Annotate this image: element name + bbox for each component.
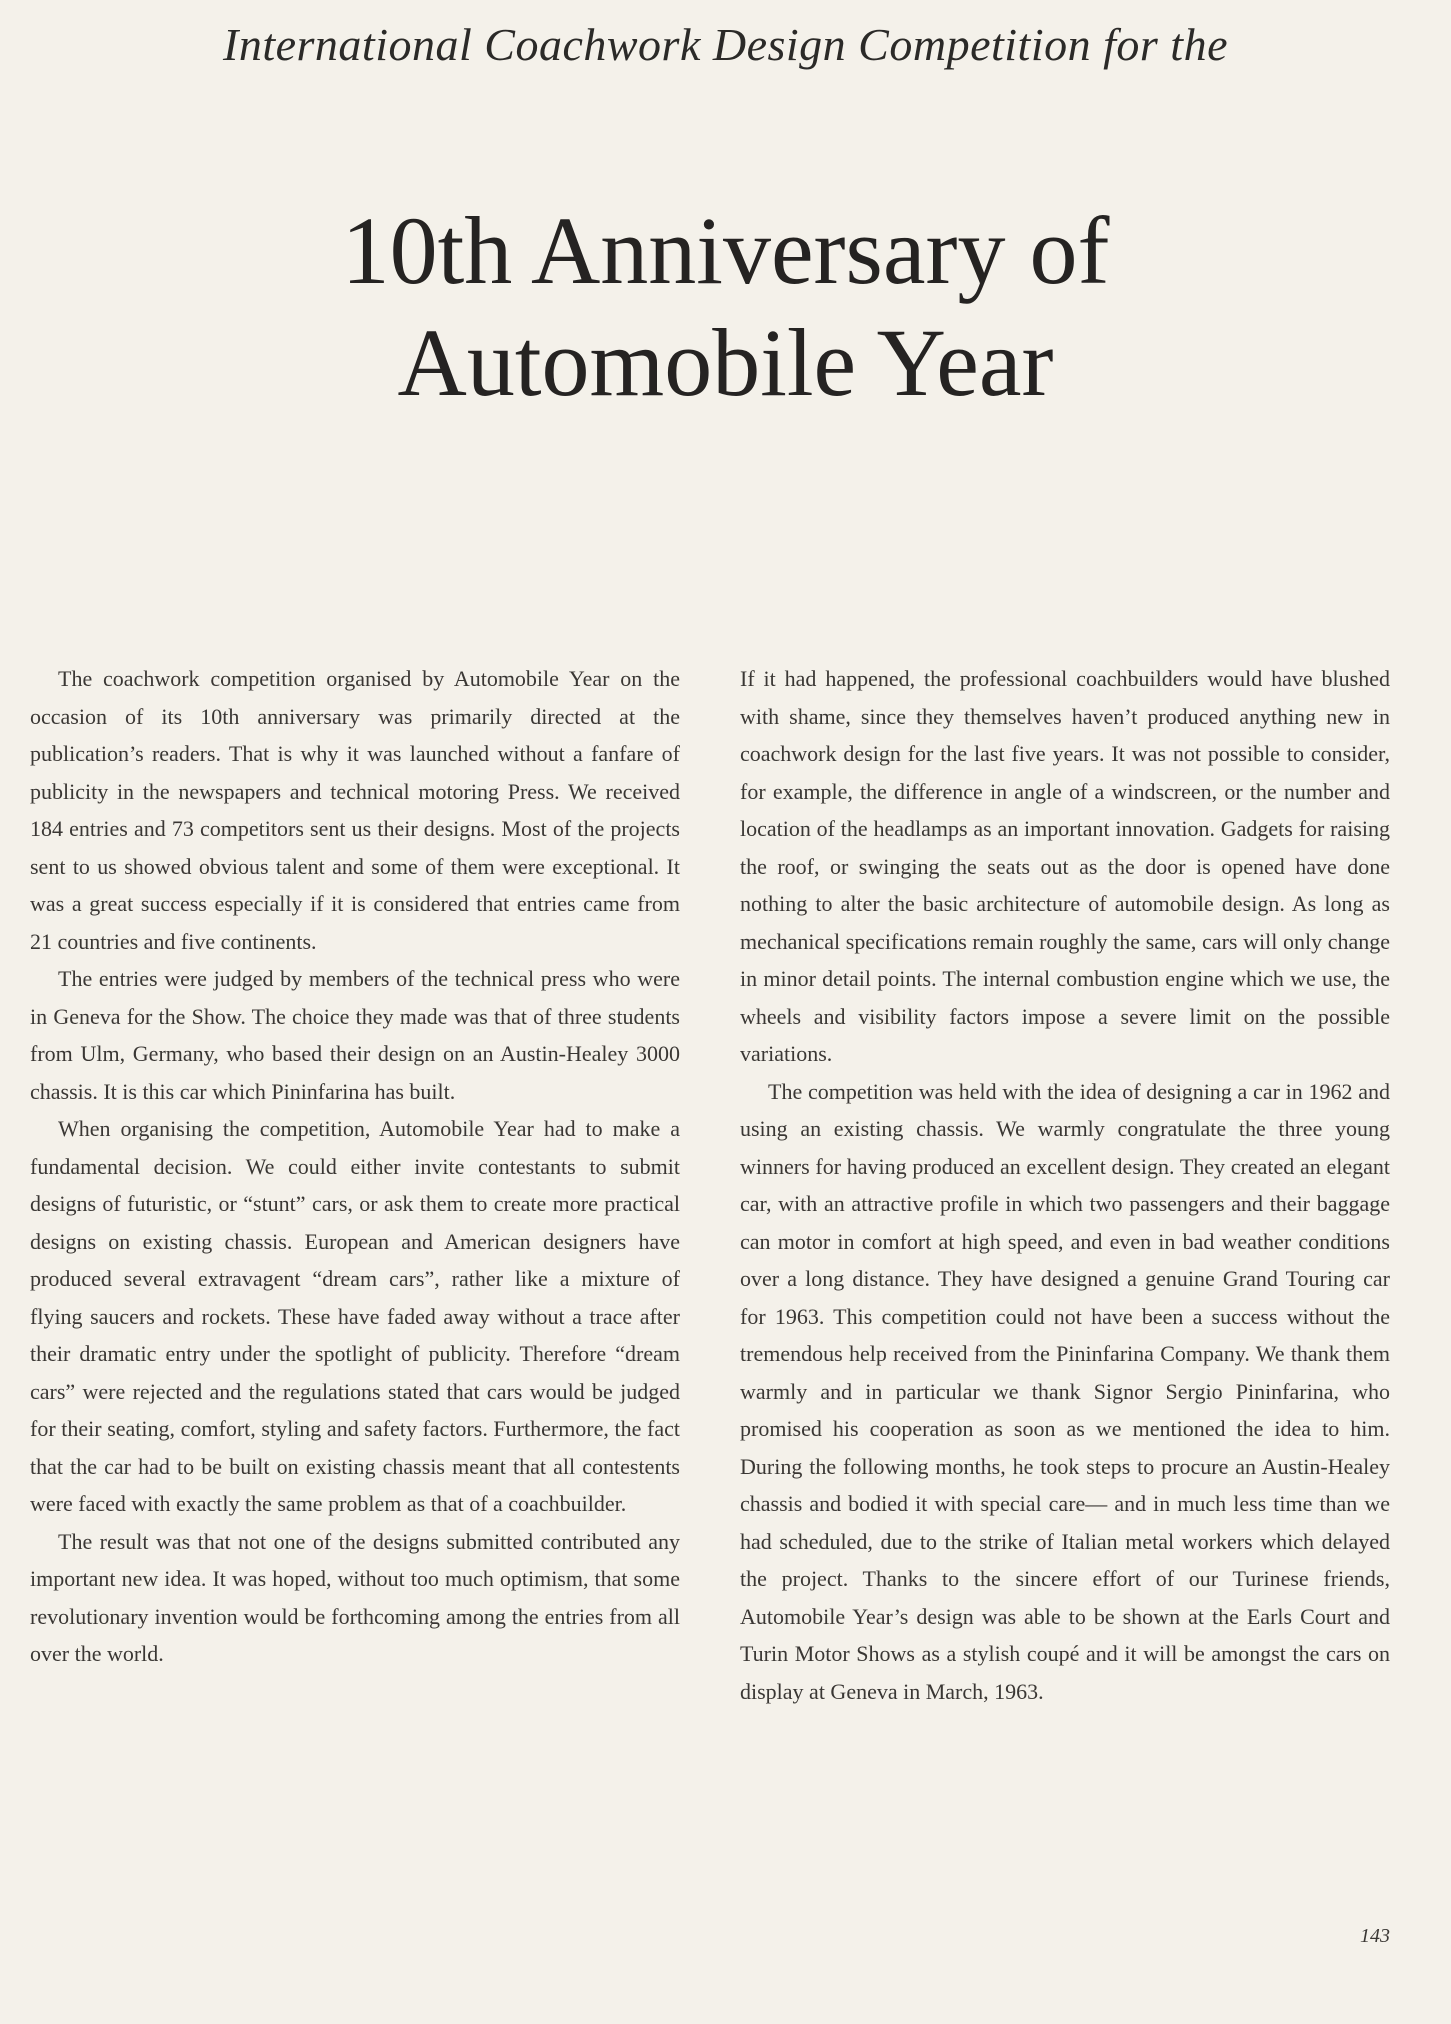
left-column: [30, 660, 680, 1673]
paragraph: The competition was held with the idea of designing a car in 1962 and using an existing chassis. We warmly congratulate the three young winners for having produced an excellent design. They created an elegant car, with an attractive profile in which two passengers and their baggage can motor in comfort at high speed, and even in bad weather conditions over a long distance. They have designed a genuine Grand Touring car for 1963. This competition could not have been a success without the tremendous help received from the Pininfarina Company. We thank them warmly and in particular we thank Signor Sergio Pininfarina, who promised his cooperation as soon as we mentioned the idea to him. During the following months, he took steps to procure an Austin-Healey chassis and bodied it with special care— and in much less time than we had scheduled, due to the strike of Italian metal workers which delayed the project. Thanks to the sincere effort of our Turinese friends, Automobile Year’s design was able to be shown at the Earls Court and Turin Motor Shows as a stylish coupé and it will be amongst the cars on display at Geneva in March, 1963.: [740, 1078, 1390, 1704]
paragraph: The entries were judged by members of the technical press who were in Geneva for the Show. The choice they made was that of three students from Ulm, Germany, who based their design on an Austin-Healey 3000 chassis. It is this car which Pininfarina has built.: [30, 966, 680, 1104]
title-line-1: 10th Anniversary of: [341, 197, 1110, 304]
competition-kicker: International Coachwork Design Competition for the: [223, 19, 1228, 70]
paragraph: If it had happened, the professional coachbuilders would have blushed with shame, since they themselves haven’t produced anything new in coachwork design for the last five years. It was not possible to consider, for example, the difference in angle of a windscreen, or the number and location of the headlamps as an important innovation. Gadgets for raising the roof, or swinging the seats out as the door is opened have done nothing to alter the basic architecture of automobile design. As long as mechanical specifications remain roughly the same, cars will only change in minor detail points. The internal combustion engine which we use, the wheels and visibility factors impose a severe limit on the possible variations.: [740, 666, 1390, 1066]
page-number: 143: [1360, 1925, 1390, 1947]
paragraph: The result was that not one of the designs submitted contributed any important new idea. It was hoped, without too much optimism, that some revolutionary invention would be forthcoming among the entries from all over the world.: [30, 1528, 680, 1666]
page-title: [0, 195, 1451, 419]
title-line-2: Automobile Year: [397, 309, 1054, 416]
paragraph: The coachwork competition organised by Automobile Year on the occasion of its 10th anniversary was primarily directed at the publication’s readers. That is why it was launched without a fanfare of publicity in the newspapers and technical motoring Press. We received 184 entries and 73 competitors sent us their designs. Most of the projects sent to us showed obvious talent and some of them were exceptional. It was a great success especially if it is considered that entries came from 21 countries and five continents.: [30, 666, 680, 954]
paragraph: When organising the competition, Automobile Year had to make a fundamental decision. We could either invite contestants to submit designs of futuristic, or “stunt” cars, or ask them to create more practical designs on existing chassis. European and American designers have produced several extravagent “dream cars”, rather like a mixture of flying saucers and rockets. These have faded away without a trace after their dramatic entry under the spotlight of publicity. Therefore “dream cars” were rejected and the regulations stated that cars would be judged for their seating, comfort, styling and safety factors. Furthermore, the fact that the car had to be built on existing chassis meant that all contestents were faced with exactly the same problem as that of a coachbuilder.: [30, 1116, 680, 1516]
right-column: [740, 660, 1390, 1710]
